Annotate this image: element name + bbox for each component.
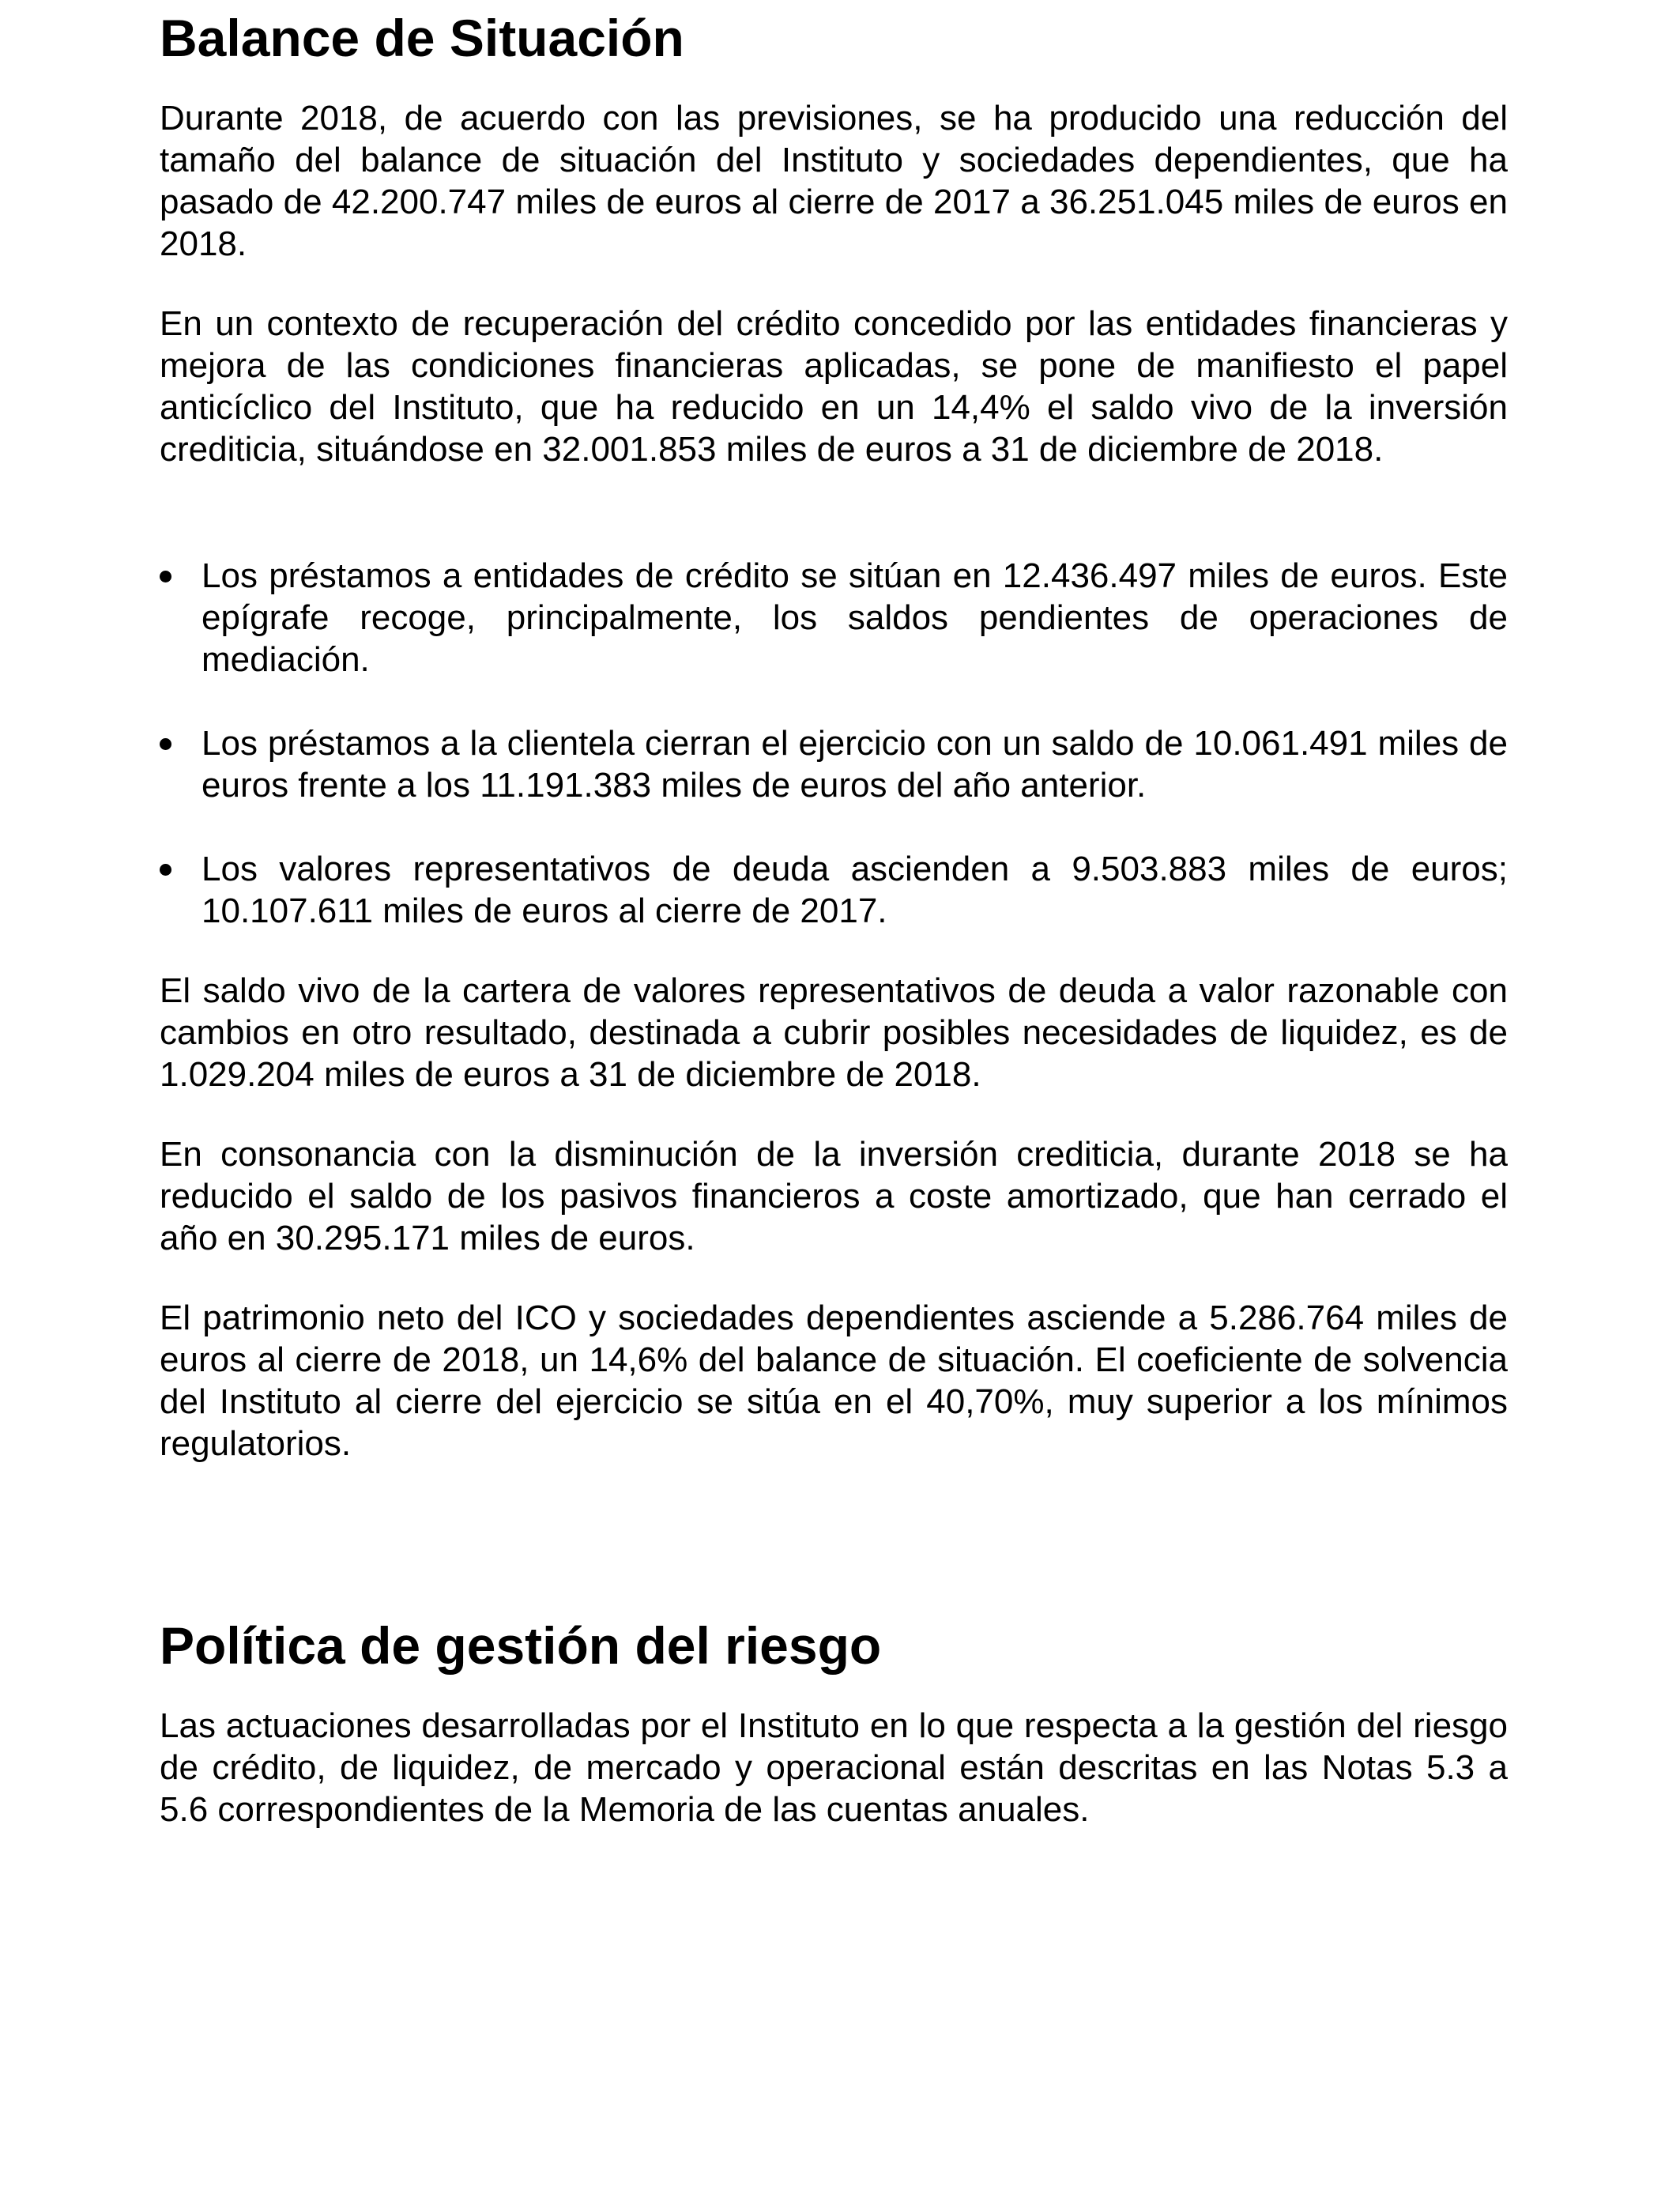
bullet-item-debt-securities [160, 848, 1508, 932]
bullet-list [160, 555, 1508, 932]
bullet-icon [160, 864, 171, 876]
bullet-text: Los préstamos a la clientela cierran el ejercicio con un saldo de 10.061.491 miles de euros frente a los 11.191.383 miles de euros del año anterior. [202, 724, 1508, 805]
bullet-text: Los préstamos a entidades de crédito se sitúan en 12.436.497 miles de euros. Este epígrafe recoge, principalmente, los saldos pendientes de operaciones de mediación. [202, 556, 1508, 679]
paragraph-net-equity: El patrimonio neto del ICO y sociedades dependientes asciende a 5.286.764 miles de euros al cierre de 2018, un 14,6% del balance de situación. El coeficiente de solvencia del Instituto al cierre del ejercicio se sitúa en el 40,70%, muy superior a los mínimos regulatorios. [160, 1299, 1508, 1463]
paragraph-debt-portfolio: El saldo vivo de la cartera de valores representativos de deuda a valor razonable con cambios en otro resultado, destinada a cubrir posibles necesidades de liquidez, es de 1.029.204 miles de euros a 31 de diciembre de 2018. [160, 971, 1508, 1094]
bullet-item-credit-entities [160, 555, 1508, 680]
document-page [160, 9, 1508, 1830]
bullet-text: Los valores representativos de deuda ascienden a 9.503.883 miles de euros; 10.107.611 miles de euros al cierre de 2017. [202, 850, 1508, 930]
paragraph-balance-size: Durante 2018, de acuerdo con las previsiones, se ha producido una reducción del tamaño del balance de situación del Instituto y sociedades dependientes, que ha pasado de 42.200.747 miles de euros al cierre de 2017 a 36.251.045 miles de euros en 2018. [160, 99, 1508, 263]
section-title-risk-policy: Política de gestión del riesgo [160, 1616, 882, 1675]
bullet-icon [160, 738, 171, 750]
section-title-balance: Balance de Situación [160, 9, 684, 67]
paragraph-risk-management: Las actuaciones desarrolladas por el Instituto en lo que respecta a la gestión del riesgo de crédito, de liquidez, de mercado y operacional están descritas en las Notas 5.3 a 5.6 correspondientes de la Memoria de las cuentas anuales. [160, 1706, 1508, 1829]
bullet-item-client-loans [160, 722, 1508, 806]
paragraph-credit-context: En un contexto de recuperación del crédito concedido por las entidades financieras y mejora de las condiciones financieras aplicadas, se pone de manifiesto el papel anticíclico del Instituto, que ha reducido en un 14,4% el saldo vivo de la inversión crediticia, situándose en 32.001.853 miles de euros a 31 de diciembre de 2018. [160, 304, 1508, 469]
bullet-icon [160, 571, 171, 582]
paragraph-financial-liabilities: En consonancia con la disminución de la inversión crediticia, durante 2018 se ha reducido el saldo de los pasivos financieros a coste amortizado, que han cerrado el año en 30.295.171 miles de euros. [160, 1135, 1508, 1257]
